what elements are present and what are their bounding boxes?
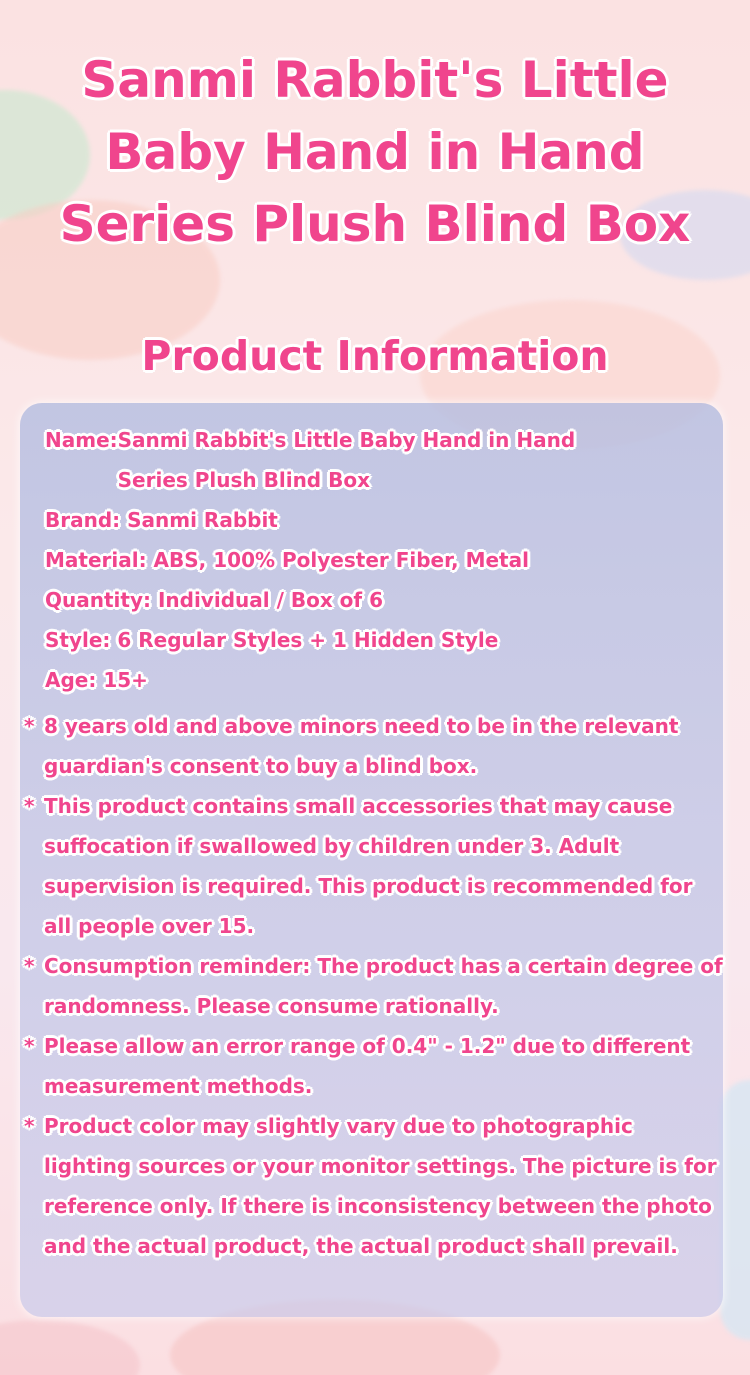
info-brand-text: Brand: Sanmi Rabbit bbox=[45, 508, 278, 532]
asterisk-icon: * bbox=[24, 1034, 35, 1058]
note-item bbox=[24, 706, 724, 786]
info-quantity-text: Quantity: Individual / Box of 6 bbox=[45, 588, 383, 612]
note-item bbox=[24, 946, 724, 1026]
note-text: Consumption reminder: The product has a certain degree of randomness. Please consume rationally. bbox=[44, 954, 723, 1018]
note-text: 8 years old and above minors need to be in the relevant guardian's consent to buy a blind box. bbox=[44, 714, 679, 778]
page-title bbox=[0, 44, 750, 260]
info-age bbox=[45, 660, 725, 700]
section-heading: Product Information bbox=[141, 332, 609, 380]
info-name-value: Sanmi Rabbit's Little Baby Hand in Hand Series Plush Blind Box bbox=[117, 428, 576, 492]
info-name bbox=[45, 420, 725, 500]
info-material-text: Material: ABS, 100% Polyester Fiber, Metal bbox=[45, 548, 529, 572]
note-item bbox=[24, 1026, 724, 1106]
asterisk-icon: * bbox=[24, 1114, 35, 1138]
note-text: This product contains small accessories that may cause suffocation if swallowed by children under 3. Adult supervision is required. This product is recommended for all people over 15. bbox=[44, 794, 693, 938]
notes-list bbox=[24, 706, 724, 1266]
product-info-list bbox=[45, 420, 725, 700]
asterisk-icon: * bbox=[24, 714, 35, 738]
background-blob bbox=[720, 1080, 750, 1340]
info-style bbox=[45, 620, 725, 660]
info-material bbox=[45, 540, 725, 580]
note-text: Product color may slightly vary due to photographic lighting sources or your monitor settings. The picture is for reference only. If there is inconsistency between the photo and the actual product, the actual product shall prevail. bbox=[44, 1114, 717, 1258]
info-brand bbox=[45, 500, 725, 540]
note-item bbox=[24, 786, 724, 946]
info-quantity bbox=[45, 580, 725, 620]
asterisk-icon: * bbox=[24, 794, 35, 818]
info-name-label: Name: bbox=[45, 428, 118, 452]
title-line: Series Plush Blind Box bbox=[59, 195, 691, 253]
note-item bbox=[24, 1106, 724, 1266]
note-text: Please allow an error range of 0.4" - 1.2" due to different measurement methods. bbox=[44, 1034, 691, 1098]
title-line: Sanmi Rabbit's Little bbox=[81, 51, 669, 109]
background-blob bbox=[0, 1320, 140, 1375]
title-line: Baby Hand in Hand bbox=[105, 123, 645, 181]
info-style-text: Style: 6 Regular Styles + 1 Hidden Style bbox=[45, 628, 499, 652]
info-age-text: Age: 15+ bbox=[45, 668, 148, 692]
asterisk-icon: * bbox=[24, 954, 35, 978]
